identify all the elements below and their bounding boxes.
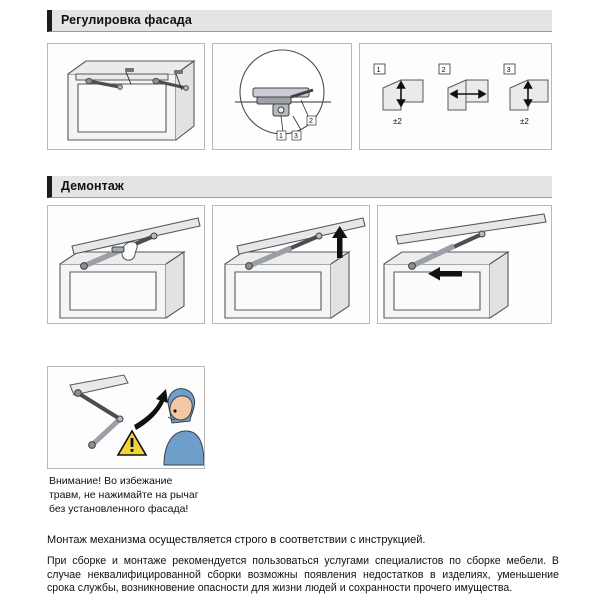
box-label-2: 2 <box>441 65 446 74</box>
adjust-box-1 <box>374 64 423 126</box>
note-disclaimer: При сборке и монтаже рекомендуется пользоваться услугами специалистов по сборке мебели. В случае неквалифицированной сборки возможны появления недостатков в изделиях, уменьшение срока службы, возникновение опасности для жизни людей и сохранности прочего имущества. <box>47 555 559 595</box>
motion-arrow-icon <box>134 389 168 430</box>
callout-3: 3 <box>294 133 298 140</box>
callout-1: 1 <box>279 133 283 140</box>
warning-line-1: Внимание! Во избежание <box>49 475 173 487</box>
box-label-1: 1 <box>376 65 381 74</box>
box-label-3: 3 <box>506 65 511 74</box>
panel-dismantling-step-3 <box>377 205 552 324</box>
panel-dismantling-step-2 <box>212 205 370 324</box>
person-figure <box>164 389 204 465</box>
section-header-facade-adjustment <box>47 10 552 32</box>
diagram-adjustment-axes <box>360 44 551 149</box>
panel-dismantling-step-1 <box>47 205 205 324</box>
diagram-warning-scene <box>48 367 204 468</box>
note-installation: Монтаж механизма осуществляется строго в соответствии с инструкцией. <box>47 534 426 546</box>
diagram-cabinet-front <box>48 44 204 149</box>
warning-line-2: травм, не нажимайте на рычаг <box>49 489 199 501</box>
adjust-box-2 <box>439 64 488 110</box>
panel-adjustment-overview <box>47 43 205 150</box>
diagram-adjustment-closeup <box>213 44 351 149</box>
section-title: Регулировка фасада <box>61 13 192 27</box>
adjust-box-3 <box>504 64 548 126</box>
panel-warning-illustration <box>47 366 205 469</box>
panel-adjustment-detail <box>212 43 352 150</box>
section-title: Демонтаж <box>61 179 124 193</box>
warning-text-block <box>49 474 309 516</box>
tolerance-3: ±2 <box>520 117 529 126</box>
tolerance-1: ±2 <box>393 117 402 126</box>
callout-2: 2 <box>309 118 313 125</box>
warning-triangle-icon <box>118 431 146 455</box>
diagram-dismantle-lift <box>213 206 369 323</box>
diagram-dismantle-detach <box>378 206 551 323</box>
panel-adjustment-directions <box>359 43 552 150</box>
warning-line-3: без установленного фасада! <box>49 503 189 515</box>
diagram-dismantle-release <box>48 206 204 323</box>
section-header-dismantling <box>47 176 552 198</box>
lever-mechanism <box>70 375 128 448</box>
